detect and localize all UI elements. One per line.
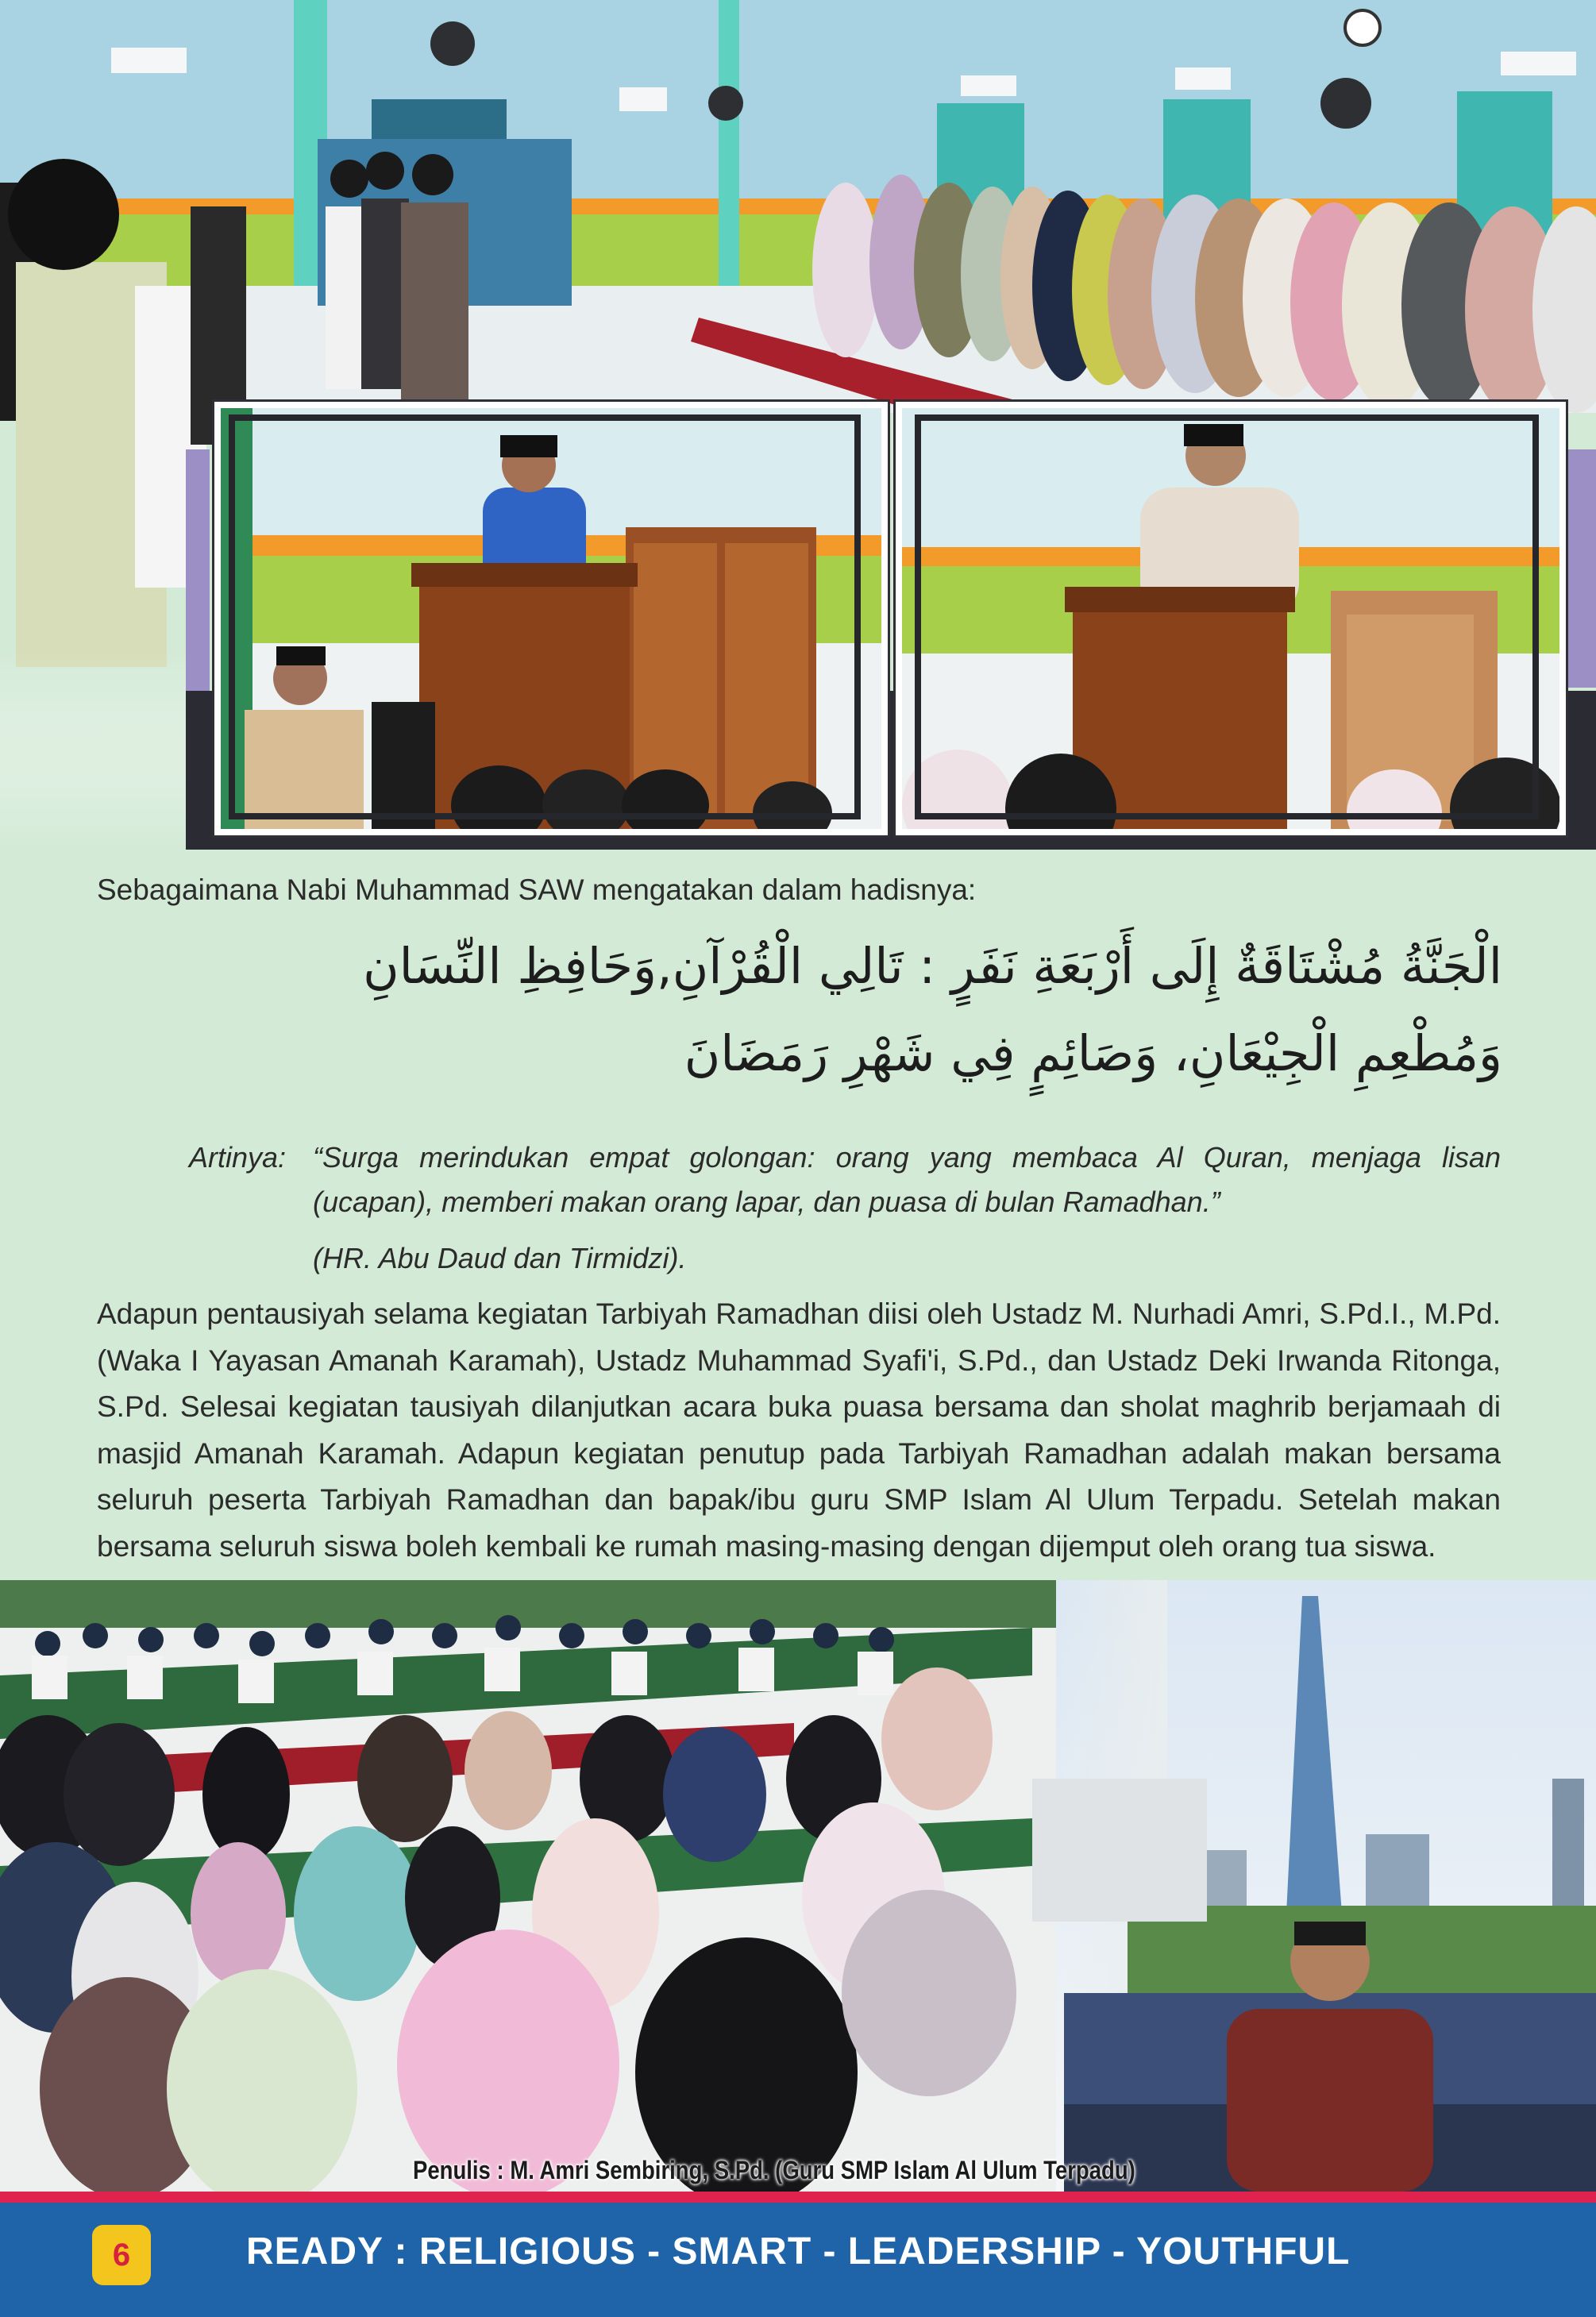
translation-text: “Surga merindukan empat golongan: orang yang membaca Al Quran, menjaga lisan (ucapan), memberi makan orang lapar, dan puasa di bulan Ramadhan.” <box>313 1141 1501 1218</box>
quran-reading-photo <box>0 1580 1596 2192</box>
translation-label: Artinya: <box>189 1141 287 1174</box>
article-paragraph: Adapun pentausiyah selama kegiatan Tarbiyah Ramadhan diisi oleh Ustadz M. Nurhadi Amri, S.Pd.I., M.Pd. (Waka I Yayasan Amanah Karamah), Ustadz Muhammad Syafi'i, S.Pd., dan Ustadz Deki Irwanda Ritonga, S.Pd. Selesai kegiatan tausiyah dilanjutkan acara buka puasa bersama dan sholat maghrib berjamaah di masjid Amanah Karamah. Adapun kegiatan penutup pada Tarbiyah Ramadhan adalah makan bersama seluruh peserta Tarbiyah Ramadhan dan bapak/ibu guru SMP Islam Al Ulum Terpadu. Setelah makan bersama seluruh siswa boleh kembali ke rumah masing-masing dengan dijemput oleh orang tua siswa. <box>97 1297 1501 1563</box>
hadith-arabic-line-2: وَمُطْعِمِ الْجِيْعَانِ، وَصَائِمٍ فِي شَهْرِ رَمَضَانَ <box>684 1024 1502 1082</box>
hadith-translation <box>189 1135 1501 1224</box>
photo-credit: Penulis : M. Amri Sembiring, S.Pd. (Guru SMP Islam Al Ulum Terpadu) <box>412 2156 1135 2184</box>
hadith-citation: (HR. Abu Daud dan Tirmidzi). <box>313 1242 687 1274</box>
hadith-arabic-line-1: الْجَنَّةُ مُشْتَاقَةٌ إِلَى أَرْبَعَةِ نَفَرٍ : تَالِي الْقُرْآنِ,وَحَافِظِ النِّسَانِ <box>363 937 1502 995</box>
speaker-photo-batik-shirt <box>896 402 1566 835</box>
footer-accent-line <box>0 2192 1596 2203</box>
article-text-section <box>0 850 1596 1580</box>
footer-motto: READY : RELIGIOUS - SMART - LEADERSHIP - YOUTHFUL <box>246 2230 1351 2273</box>
speaker-photo-blue-shirt <box>214 402 888 835</box>
page-number-badge: 6 <box>92 2225 151 2285</box>
hadith-intro: Sebagaimana Nabi Muhammad SAW mengatakan dalam hadisnya: <box>97 873 977 906</box>
footer-bar <box>0 2203 1596 2317</box>
